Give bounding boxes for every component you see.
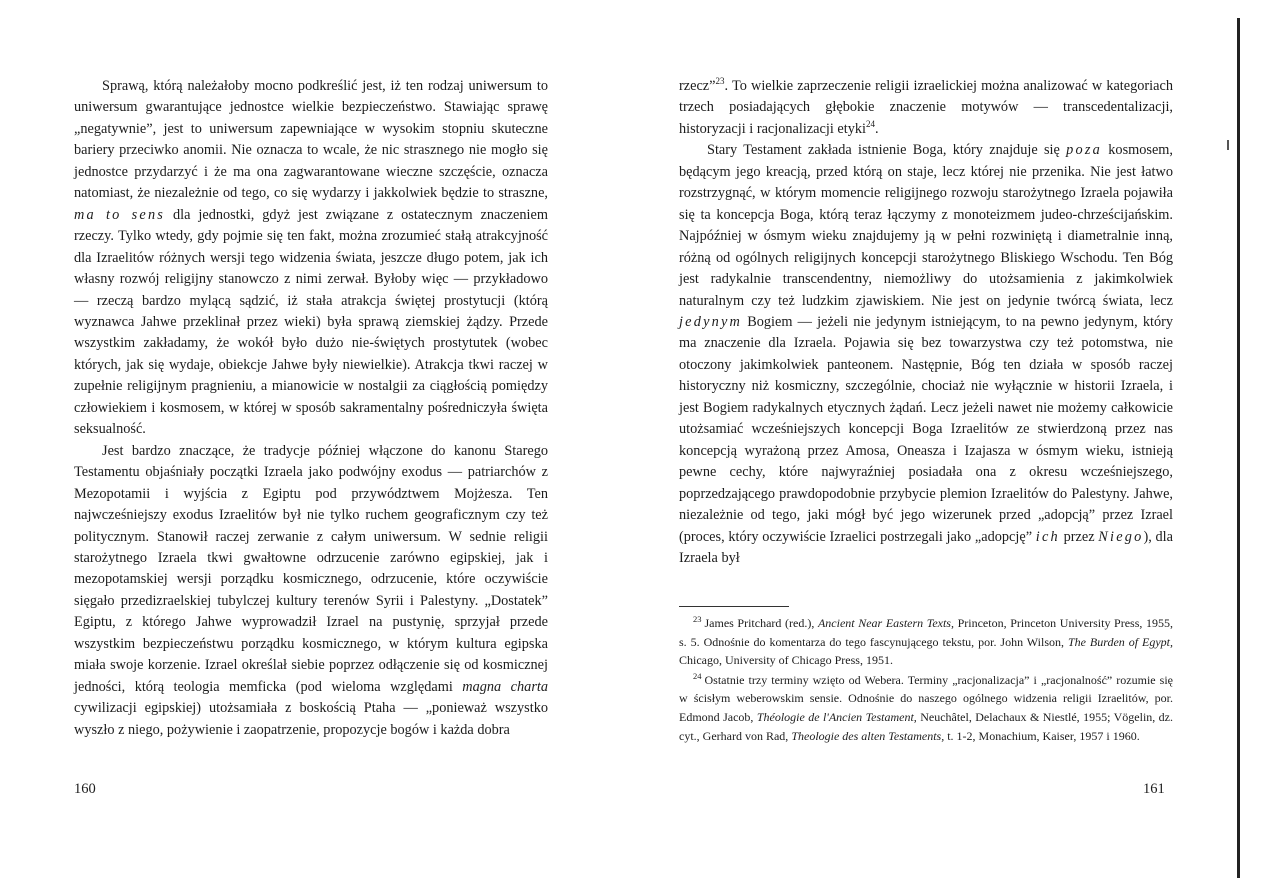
footnote-ref[interactable]: 24 bbox=[865, 119, 875, 130]
emphasis: magna charta bbox=[462, 678, 548, 695]
emphasis: ma to sens bbox=[74, 206, 166, 223]
paragraph: rzecz”$^{23}$. To wielkie zaprzeczenie religii izraelickiej można analizować w kategoriach trzech posiadających głębokie znaczenie motywów — transcedentalizacji, historyzacji i racjonalizacji etyki$^{24}$. bbox=[679, 76, 1173, 137]
citation-title: Théologie de l'Ancien Testament, bbox=[756, 709, 917, 724]
paragraph: Sprawą, którą należałoby mocno podkreślić jest, iż ten rodzaj uniwersum to uniwersum gwarantujące jednostce wielkie bezpieczeństwo. Stawiając sprawę „negatywnie”, jest to uniwersum zapewniające w wysokim stopniu skuteczne bariery przeciwko anomii. Nie oznacza to wcale, że nic strasznego nie mogło się jednostce przydarzyć i że ma ona zagwarantowane wieczne szczęście, oznacza natomiast, że niezależnie od tego, co się wydarzy i jakkolwiek będzie to straszne, ma to sens dla jednostki, gdyż jest związane z ostatecznym znaczeniem rzeczy. Tylko wtedy, gdy pojmie się ten fakt, można zrozumieć stałą atrakcyjność dla Izraelitów różnych wersji tego widzenia świata, jeszcze długo potem, jak ich własny rozwój religijny stanowczo z nimi zerwał. Byłoby więc — przykładowo — rzeczą bardzo mylącą sądzić, iż stała atrakcja świętej prostytucji (którą wyznawca Jahwe przeklinał przez wieki) była sprawą ziemskiej żądzy. Przede wszystkim zakładamy, że wokół było dużo nie-świętych prostytutek (wobec których, jak się wydaje, obiekcje Jahwe były niewielkie). Atrakcja tkwi raczej w zupełnie religijnym pragnieniu, a mianowicie w nostalgii za ciągłością pomiędzy człowiekiem i kosmosem, w której w sposób sakramentalny pośredniczyła święta seksualność. bbox=[74, 78, 548, 438]
page-number: 161 bbox=[1143, 781, 1165, 797]
scan-edge-line bbox=[1237, 18, 1240, 878]
footnote-number: 24 bbox=[693, 670, 702, 681]
emphasis: jedynym bbox=[679, 313, 743, 330]
footnote: $^{24}$ Ostatnie trzy terminy wzięto od Webera. Terminy „racjonalizacja” i „racjonalność” rozumie się w ścisłym weberowskim sensie. Odnośnie do naszego ogólnego widzenia religii Izraelitów, por. Edmond Jacob, Théologie de l'Ancien Testament, Neuchâtel, Delachaux & Niestlé, 1955; Vögelin, dz. cyt., Gerhard von Rad, Theologie des alten Testaments, t. 1-2, Monachium, Kaiser, 1957 i 1960. bbox=[679, 670, 1174, 743]
citation-title: Ancient Near Eastern Texts, bbox=[817, 616, 954, 630]
footnotes bbox=[679, 614, 1173, 746]
footnote-ref[interactable]: 23 bbox=[715, 76, 725, 87]
scan-artifact bbox=[1227, 140, 1229, 150]
footnote: $^{23}$ James Pritchard (red.), Ancient Near Eastern Texts, Princeton, Princeton University Press, 1955, s. 5. Odnośnie do komentarza do tego fascynującego tekstu, por. John Wilson, The Burden of Egypt, Chicago, University of Chicago Press, 1951. bbox=[679, 614, 1174, 668]
emphasis: Niego bbox=[1098, 528, 1144, 545]
page-number: 160 bbox=[74, 781, 96, 797]
emphasis: poza bbox=[1066, 142, 1102, 159]
footnote-number: 23 bbox=[693, 614, 702, 624]
footnote-divider bbox=[679, 606, 789, 607]
right-page-body bbox=[679, 76, 1173, 569]
citation-title: Theologie des alten Testaments, bbox=[791, 728, 945, 743]
paragraph: Stary Testament zakłada istnienie Boga, który znajduje się poza kosmosem, będącym jego kreacją, przed którą on staje, lecz której nie przenika. Nie jest łatwo rozstrzygnąć, w którym momencie religijnego rozwoju starożytnego Izraela pojawiła się ta koncepcja Boga, którą teraz łączymy z monoteizmem judeo-chrześcijańskim. Najpóźniej w ósmym wieku znajdujemy ją w pełni rozwiniętą i diametralnie inną, różną od ogólnych religijnych koncepcji starożytnego Bliskiego Wschodu. Ten Bóg jest radykalnie transcendentny, niemożliwy do utożsamienia z jakimkolwiek naturalnym czy też ludzkim zjawiskiem. Nie jest on jedynie twórcą świata, lecz jedynym Bogiem — jeżeli nie jedynym istniejącym, to na pewno jedynym, który ma znaczenie dla Izraela. Pojawia się bez towarzystwa czy też potomstwa, nie otoczony jakimkolwiek panteonem. Następnie, Bóg ten działa w sposób raczej historyczny niż kosmiczny, szczególnie, chociaż nie wyłącznie w historii Izraela, i jest Bogiem radykalnych etycznych żądań. Lecz jeżeli nawet nie możemy całkowicie utożsamiać wcześniejszych koncepcji Boga Izraelitów ze stwierdzoną przez nas koncepcją wyrażoną przez Amosa, Oneasza i Izajasza w ósmym wieku, istnieją pewne cechy, które najwyraźniej posiadała ona z okresu wcześniejszego, poprzedzającego prawdopodobnie przybycie plemion Izraelitów do Palestyny. Jahwe, niezależnie od tego, jaki mógł być jego wizerunek przed „adopcją” przez Izrael (proces, który oczywiście Izraelici postrzegali jako „adopcję” ich przez Niego), dla Izraela był bbox=[679, 142, 1173, 566]
emphasis: ich bbox=[1035, 528, 1060, 545]
right-page bbox=[631, 0, 1262, 894]
left-page-body bbox=[74, 76, 548, 741]
paragraph: Jest bardzo znaczące, że tradycje później włączone do kanonu Starego Testamentu objaśniały początki Izraela jako podwójny exodus — patriarchów z Mezopotamii i wyjścia z Egiptu pod przywództwem Mojżesza. Ten najwcześniejszy exodus Izraelitów był nie tylko ruchem geograficznym czy też politycznym. Stanowił raczej zerwanie z całym uniwersum. W sednie religii starożytnego Izraela tkwi gwałtowne odrzucenie zarówno egipskiej, jak i mezopotamskiej wersji porządku kosmicznego, odrzucenie, które oczywiście sięgało przedizraelskiej tubylczej kultury terenów Syrii i Palestyny. „Dostatek” Egiptu, z którego Jahwe wyprowadził Izrael na pustynię, sprzyjał przede wszystkim bezpieczeństwu porządku kosmicznego, w którym kultura egipska miała swoje korzenie. Izrael określał siebie poprzez odłączenie się od kosmicznej jedności, którą teologia memficka (pod wieloma względami magna charta cywilizacji egipskiej) utożsamiała z boskością Ptaha — „ponieważ wszystko wyszło z niego, pożywienie i zaopatrzenie, propozycje bogów i każda dobra bbox=[74, 442, 548, 738]
citation-title: The Burden of Egypt, bbox=[1067, 634, 1174, 649]
